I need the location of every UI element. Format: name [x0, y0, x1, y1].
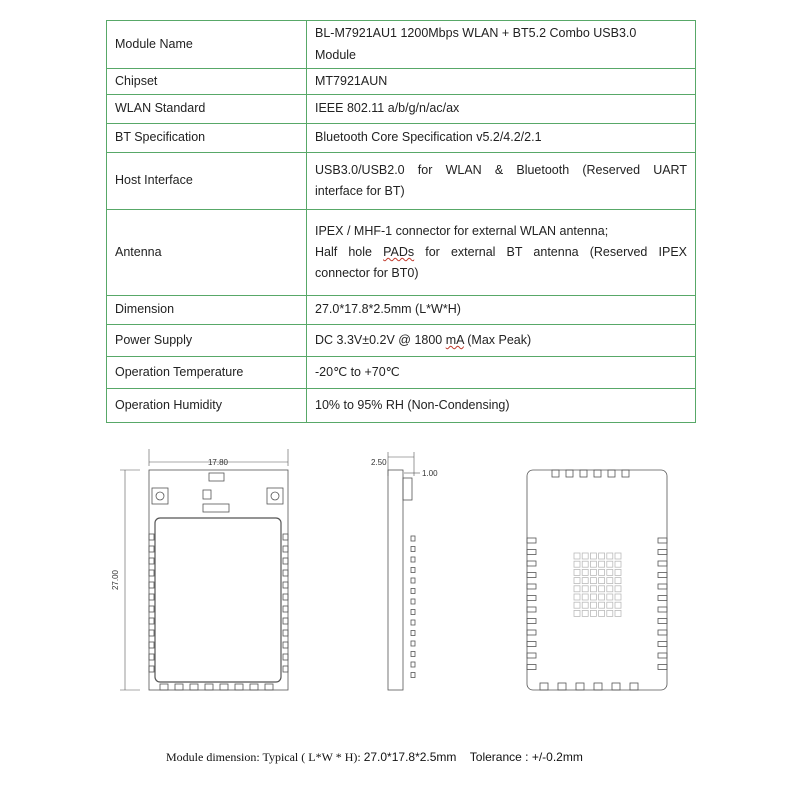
component [203, 504, 229, 512]
thermal-pad-grid [574, 553, 621, 616]
module-drawings [0, 440, 800, 750]
thermal-pad [607, 553, 613, 559]
edge-pad [149, 546, 154, 552]
edge-pad [220, 684, 228, 690]
thermal-pad [615, 553, 621, 559]
thermal-pad [599, 594, 605, 600]
side-pad [411, 620, 415, 625]
thermal-pad [615, 602, 621, 608]
table-row-operation-humidity [107, 389, 696, 423]
thermal-pad [590, 586, 596, 592]
back-outline [527, 470, 667, 690]
side-pad [411, 568, 415, 573]
side-pad [411, 536, 415, 541]
edge-pad [658, 538, 667, 543]
side-pad [411, 662, 415, 667]
table-row-host-interface [107, 153, 696, 210]
caption-prefix: Module dimension: Typical ( L*W * H): [166, 750, 364, 764]
edge-pad [622, 470, 629, 477]
component [209, 473, 224, 481]
edge-pad [235, 684, 243, 690]
table-row-chipset [107, 69, 696, 95]
edge-pad [149, 654, 154, 660]
edge-pad [283, 582, 288, 588]
thermal-pad [590, 561, 596, 567]
thermal-pad [574, 594, 580, 600]
row-value: 27.0*17.8*2.5mm (L*W*H) [307, 296, 696, 325]
thermal-pad [599, 569, 605, 575]
row-label: Antenna [107, 210, 307, 296]
edge-pad [558, 683, 566, 690]
thermal-pad [574, 610, 580, 616]
value-line: Half hole PADs for external BT antenna (Reserved IPEX [315, 244, 687, 259]
table-row-operation-temperature [107, 357, 696, 389]
edge-pad [658, 665, 667, 670]
edge-pad [658, 584, 667, 589]
edge-pad [594, 470, 601, 477]
edge-pad [658, 607, 667, 612]
row-label: WLAN Standard [107, 95, 307, 124]
edge-pad [658, 642, 667, 647]
row-value: Bluetooth Core Specification v5.2/4.2/2.1 [307, 124, 696, 153]
row-value: DC 3.3V±0.2V @ 1800 mA (Max Peak) [307, 325, 696, 357]
back-view-drawing [527, 470, 667, 690]
edge-pad [527, 665, 536, 670]
edge-pad [283, 618, 288, 624]
edge-pad [527, 607, 536, 612]
edge-pad [527, 653, 536, 658]
row-label: Host Interface [107, 153, 307, 210]
edge-pad [658, 550, 667, 555]
table-row-module-name [107, 21, 696, 69]
edge-pad [283, 570, 288, 576]
front-edge-pads [149, 534, 288, 690]
edge-pad [540, 683, 548, 690]
row-value [307, 153, 696, 210]
width-dimension-label: 17.80 [207, 458, 229, 467]
side-pad [411, 599, 415, 604]
shield-dimension-label: 1.00 [422, 469, 438, 478]
side-pad [411, 547, 415, 552]
edge-pad [552, 470, 559, 477]
edge-pad [149, 606, 154, 612]
row-label: Dimension [107, 296, 307, 325]
thermal-pad [582, 578, 588, 584]
edge-pad [283, 642, 288, 648]
thermal-pad [615, 561, 621, 567]
module-dimension-caption [166, 750, 583, 765]
ipex-connector-left [152, 488, 168, 504]
edge-pad [527, 630, 536, 635]
side-view-drawing [388, 452, 420, 690]
side-pad [411, 673, 415, 678]
edge-pad [149, 534, 154, 540]
thermal-pad [607, 578, 613, 584]
thermal-pad [615, 586, 621, 592]
edge-pad [580, 470, 587, 477]
side-pad [411, 589, 415, 594]
edge-pad [630, 683, 638, 690]
edge-pad [658, 573, 667, 578]
thermal-pad [574, 569, 580, 575]
edge-pad [149, 582, 154, 588]
edge-pad [149, 666, 154, 672]
thermal-pad [582, 586, 588, 592]
thickness-dimension-label: 2.50 [371, 458, 387, 467]
side-pad [411, 610, 415, 615]
edge-pad [283, 666, 288, 672]
edge-pad [527, 596, 536, 601]
edge-pad [612, 683, 620, 690]
edge-pad [149, 594, 154, 600]
back-edge-pads [527, 470, 667, 690]
edge-pad [149, 570, 154, 576]
row-label: BT Specification [107, 124, 307, 153]
thermal-pad [582, 594, 588, 600]
thermal-pad [590, 569, 596, 575]
edge-pad [527, 538, 536, 543]
edge-pad [658, 619, 667, 624]
row-value [307, 210, 696, 296]
edge-pad [527, 550, 536, 555]
edge-pad [190, 684, 198, 690]
side-connector [403, 478, 412, 500]
thermal-pad [582, 610, 588, 616]
edge-pad [283, 606, 288, 612]
thermal-pad [599, 586, 605, 592]
thermal-pad [607, 610, 613, 616]
edge-pad [160, 684, 168, 690]
edge-pad [658, 561, 667, 566]
edge-pad [265, 684, 273, 690]
thermal-pad [615, 610, 621, 616]
table-row-power-supply [107, 325, 696, 357]
edge-pad [527, 584, 536, 589]
thermal-pad [599, 553, 605, 559]
thermal-pad [590, 553, 596, 559]
edge-pad [283, 558, 288, 564]
table-row-dimension [107, 296, 696, 325]
edge-pad [283, 594, 288, 600]
ipex-connector-right [267, 488, 283, 504]
thermal-pad [615, 594, 621, 600]
edge-pad [527, 619, 536, 624]
thermal-pad [582, 602, 588, 608]
edge-pad [283, 630, 288, 636]
thermal-pad [574, 586, 580, 592]
thermal-pad [590, 610, 596, 616]
edge-pad [527, 573, 536, 578]
thermal-pad [607, 569, 613, 575]
side-pad [411, 631, 415, 636]
height-dimension-label: 27.00 [111, 569, 120, 591]
ipex-connector-left-inner [156, 492, 164, 500]
thermal-pad [607, 586, 613, 592]
thermal-pad [574, 602, 580, 608]
thermal-pad [582, 553, 588, 559]
row-value [307, 21, 696, 69]
edge-pad [283, 654, 288, 660]
thermal-pad [590, 602, 596, 608]
side-pad [411, 557, 415, 562]
row-value: 10% to 95% RH (Non-Condensing) [307, 389, 696, 423]
side-pad [411, 641, 415, 646]
spec-table [106, 20, 696, 423]
caption-size: 27.0*17.8*2.5mm [363, 750, 457, 764]
table-row-antenna [107, 210, 696, 296]
row-label: Module Name [107, 21, 307, 69]
caption-tolerance: Tolerance : +/-0.2mm [469, 750, 583, 764]
thermal-pad [607, 594, 613, 600]
edge-pad [283, 534, 288, 540]
thermal-pad [599, 561, 605, 567]
side-pad [411, 652, 415, 657]
spellcheck-mark: PADs [383, 244, 415, 259]
edge-pad [658, 630, 667, 635]
thermal-pad [599, 610, 605, 616]
edge-pad [658, 653, 667, 658]
edge-pad [576, 683, 584, 690]
edge-pad [149, 630, 154, 636]
ipex-connector-right-inner [271, 492, 279, 500]
value-line: interface for BT) [315, 184, 405, 198]
edge-pad [608, 470, 615, 477]
front-view-drawing [120, 449, 288, 690]
value-line: connector for BT0) [315, 266, 419, 281]
thermal-pad [599, 578, 605, 584]
thermal-pad [599, 602, 605, 608]
component [203, 490, 211, 499]
row-label: Chipset [107, 69, 307, 95]
row-label: Operation Temperature [107, 357, 307, 389]
edge-pad [658, 596, 667, 601]
edge-pad [250, 684, 258, 690]
thermal-pad [574, 561, 580, 567]
row-value: IEEE 802.11 a/b/g/n/ac/ax [307, 95, 696, 124]
shield-can [155, 518, 281, 682]
edge-pad [527, 642, 536, 647]
edge-pad [149, 558, 154, 564]
thermal-pad [590, 578, 596, 584]
side-pad [411, 578, 415, 583]
value-line: BL-M7921AU1 1200Mbps WLAN + BT5.2 Combo USB3.0 [315, 26, 637, 41]
edge-pad [527, 561, 536, 566]
edge-pad [149, 642, 154, 648]
value-line: Module [315, 47, 356, 62]
side-pads [411, 536, 415, 678]
thermal-pad [582, 569, 588, 575]
edge-pad [149, 618, 154, 624]
side-board-outline [388, 470, 403, 690]
row-value: -20℃ to +70℃ [307, 357, 696, 389]
value-line: IPEX / MHF-1 connector for external WLAN antenna; [315, 223, 609, 238]
thermal-pad [574, 578, 580, 584]
thermal-pad [607, 602, 613, 608]
row-label: Power Supply [107, 325, 307, 357]
edge-pad [566, 470, 573, 477]
thermal-pad [574, 553, 580, 559]
thermal-pad [607, 561, 613, 567]
table-row-bt-specification [107, 124, 696, 153]
table-row-wlan-standard [107, 95, 696, 124]
edge-pad [283, 546, 288, 552]
edge-pad [594, 683, 602, 690]
thermal-pad [582, 561, 588, 567]
thermal-pad [590, 594, 596, 600]
spellcheck-mark: mA [445, 332, 464, 347]
thermal-pad [615, 578, 621, 584]
row-label: Operation Humidity [107, 389, 307, 423]
row-value: MT7921AUN [307, 69, 696, 95]
thermal-pad [615, 569, 621, 575]
edge-pad [175, 684, 183, 690]
value-line: USB3.0/USB2.0 for WLAN & Bluetooth (Reserved UART [315, 162, 687, 177]
edge-pad [205, 684, 213, 690]
